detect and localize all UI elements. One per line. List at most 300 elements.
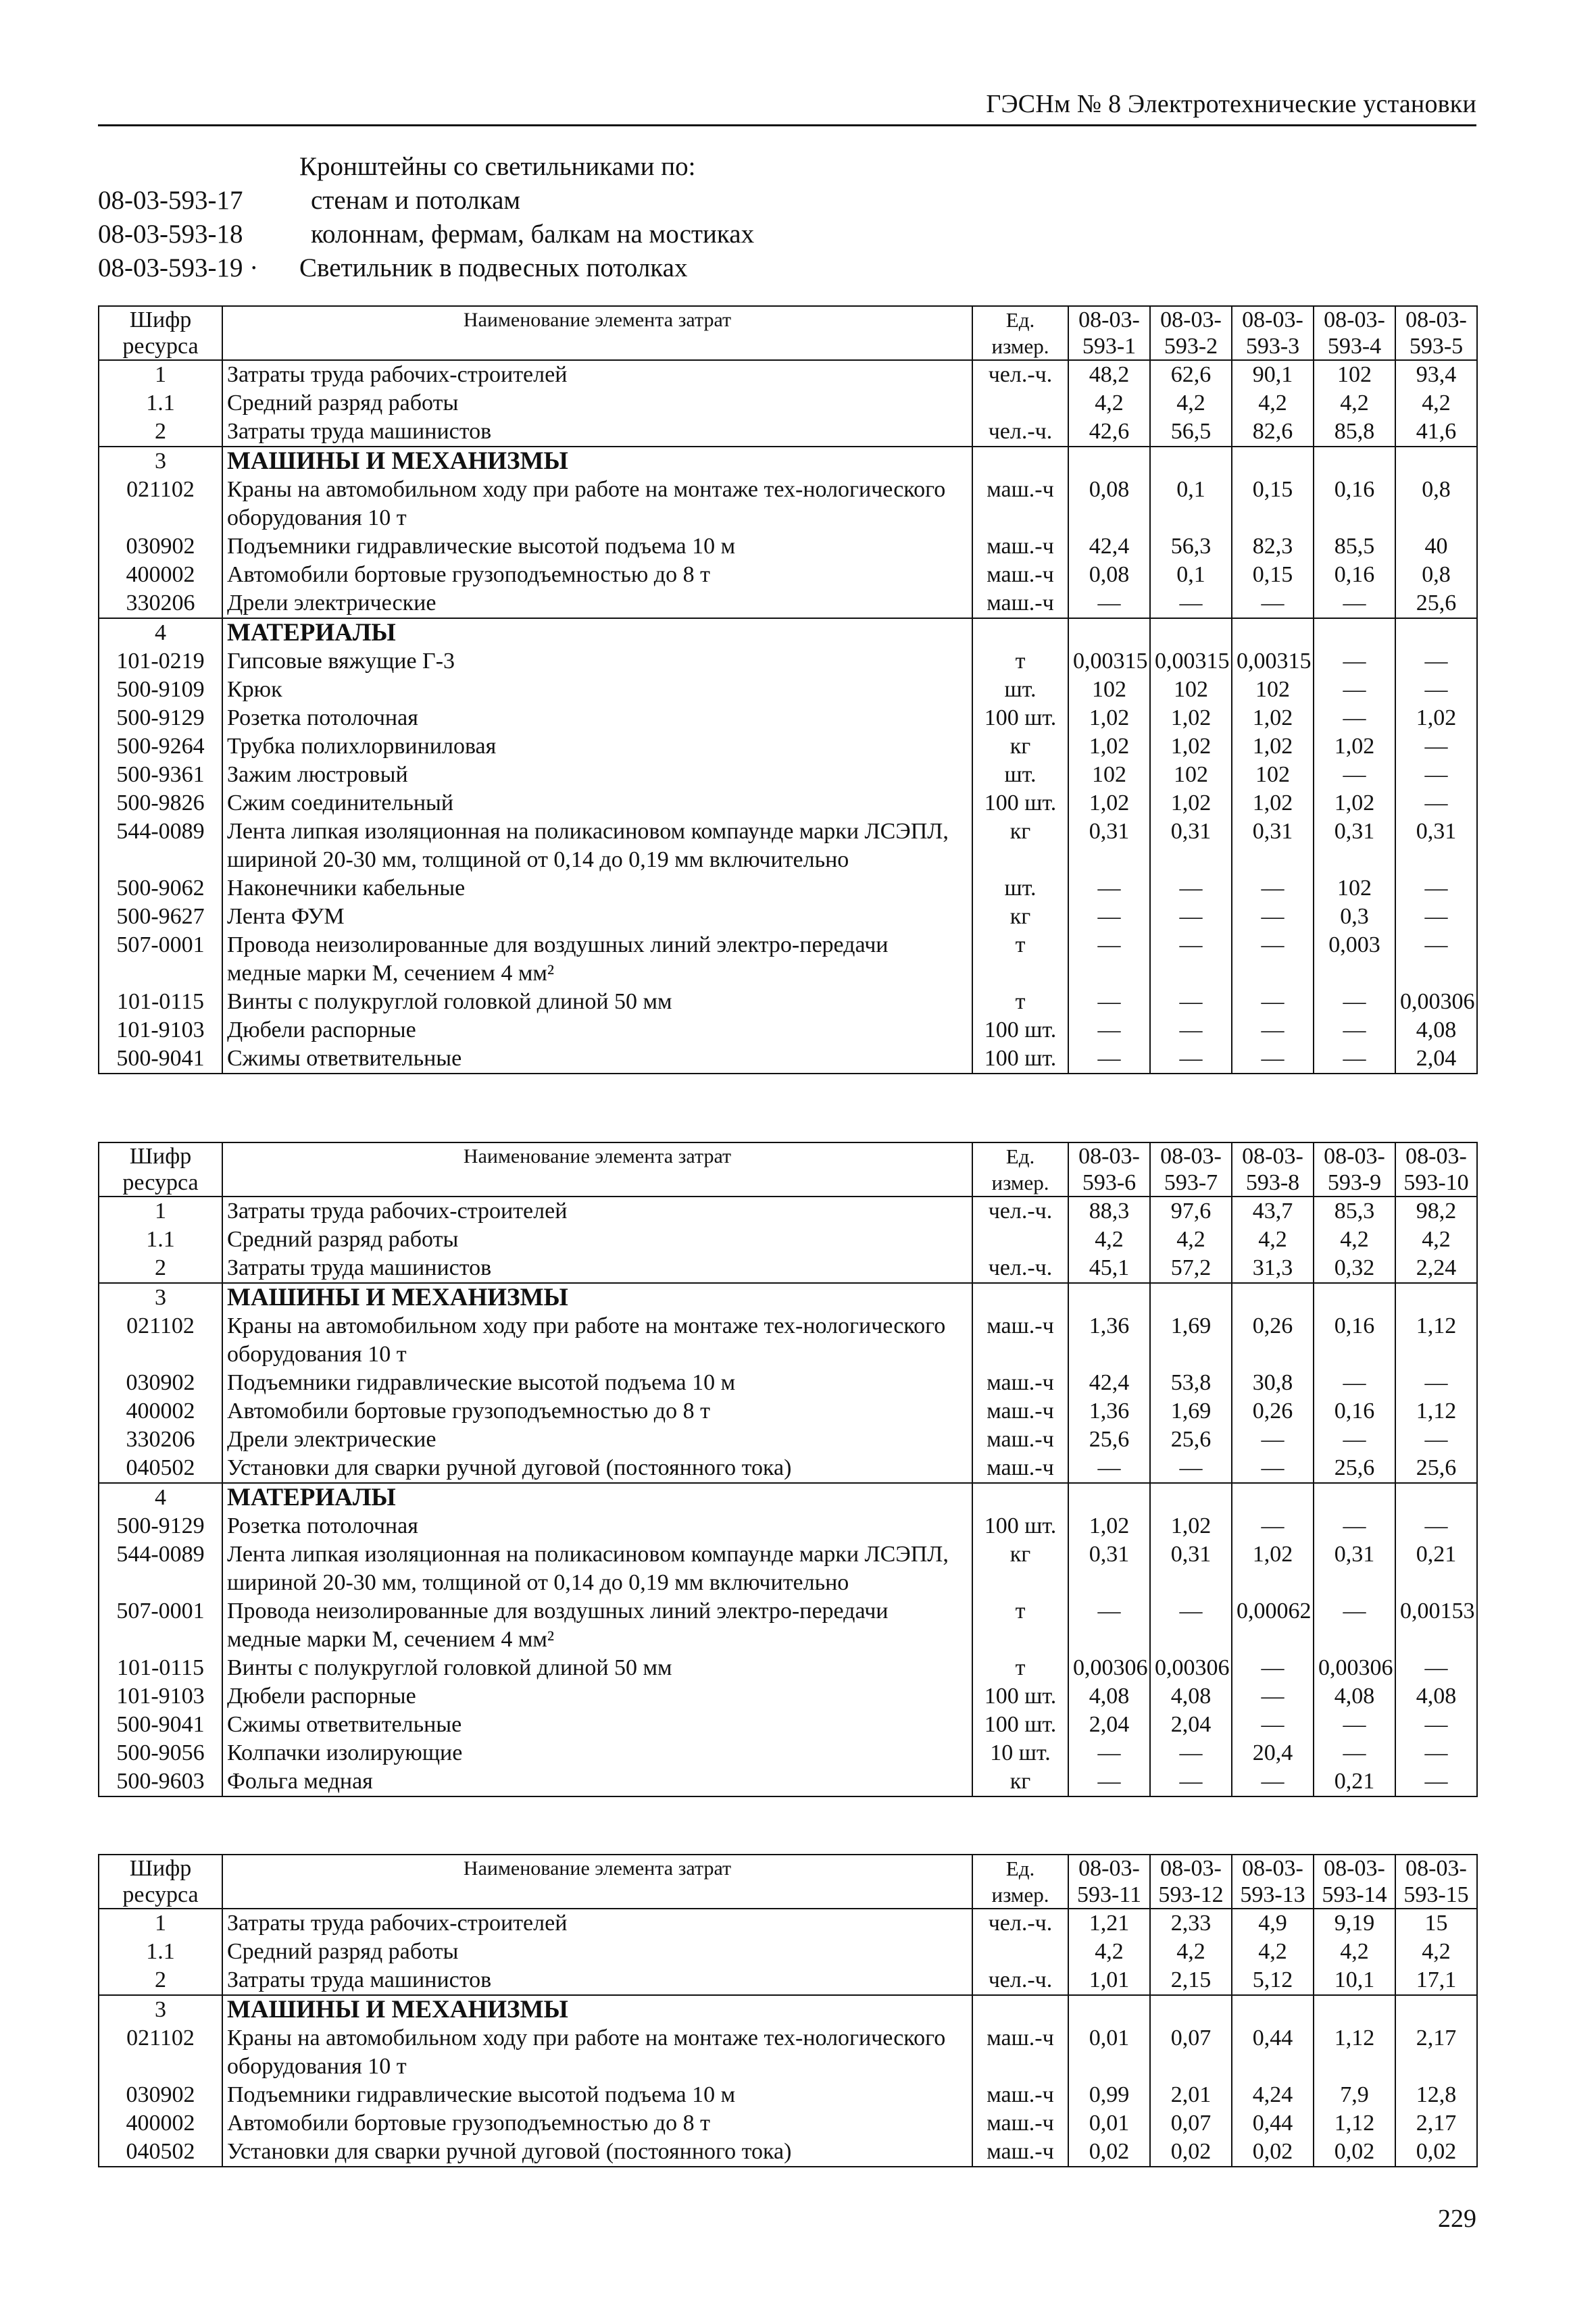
resource-code: 021102 <box>99 476 222 532</box>
unit-cell: кг <box>972 818 1068 874</box>
unit-cell: 100 шт. <box>972 1711 1068 1739</box>
value-cell: 102 <box>1314 874 1395 903</box>
value-cell: 1,02 <box>1232 732 1314 761</box>
cost-element-name: Розетка потолочная <box>222 1512 972 1540</box>
value-cell: 2,04 <box>1150 1711 1232 1739</box>
resource-code: 330206 <box>99 589 222 618</box>
value-cell: — <box>1314 1426 1395 1454</box>
intro-text: стенам и потолкам <box>311 186 521 215</box>
unit-cell: 100 шт. <box>972 1045 1068 1074</box>
section-title: МАШИНЫ И МЕХАНИЗМЫ <box>222 1283 972 1312</box>
resource-code: 101-0219 <box>99 647 222 676</box>
value-cell: 0,99 <box>1068 2081 1150 2109</box>
header-unit: Ед. измер. <box>972 1142 1068 1197</box>
header-norm-code: 08-03-593-4 <box>1314 306 1395 360</box>
value-cell: — <box>1150 1739 1232 1767</box>
header-code: Шифр ресурса <box>99 1142 222 1197</box>
unit-cell <box>972 1995 1068 2024</box>
intro-code: 08-03-593-18 <box>98 220 243 249</box>
unit-cell: чел.-ч. <box>972 1197 1068 1226</box>
resource-code: 500-9361 <box>99 761 222 789</box>
section-row <box>99 1995 1477 2024</box>
table-row <box>99 532 1477 561</box>
value-cell: 85,3 <box>1314 1197 1395 1226</box>
value-cell: 30,8 <box>1232 1369 1314 1397</box>
value-cell: 1,36 <box>1068 1397 1150 1426</box>
table-row <box>99 704 1477 732</box>
value-cell: — <box>1150 1045 1232 1074</box>
cost-element-name: Дюбели распорные <box>222 1016 972 1045</box>
table-row <box>99 589 1477 618</box>
value-cell: 0,00315 <box>1150 647 1232 676</box>
value-cell: — <box>1232 931 1314 988</box>
value-cell: 4,2 <box>1395 389 1477 418</box>
page-number: 229 <box>1438 2205 1476 2233</box>
value-cell: 42,4 <box>1068 1369 1150 1397</box>
value-cell <box>1150 1995 1232 2024</box>
table-row <box>99 1682 1477 1711</box>
value-cell: — <box>1395 1426 1477 1454</box>
value-cell: 4,2 <box>1232 1226 1314 1254</box>
header-norm-code: 08-03-593-15 <box>1395 1855 1477 1909</box>
value-cell: — <box>1395 1654 1477 1682</box>
cost-element-name: Затраты труда машинистов <box>222 418 972 447</box>
value-cell: — <box>1232 589 1314 618</box>
header-norm-code: 08-03-593-7 <box>1150 1142 1232 1197</box>
table-row <box>99 1226 1477 1254</box>
unit-cell: маш.-ч <box>972 476 1068 532</box>
cost-element-name: Провода неизолированные для воздушных линий электро-передачи медные марки М, сечением 4 мм² <box>222 931 972 988</box>
resource-code: 500-9627 <box>99 903 222 931</box>
value-cell: 40 <box>1395 532 1477 561</box>
table-row <box>99 818 1477 874</box>
table-row <box>99 874 1477 903</box>
unit-cell: кг <box>972 732 1068 761</box>
value-cell: 1,02 <box>1314 732 1395 761</box>
value-cell: 4,08 <box>1150 1682 1232 1711</box>
resource-code: 330206 <box>99 1426 222 1454</box>
unit-cell: шт. <box>972 761 1068 789</box>
unit-cell: кг <box>972 903 1068 931</box>
value-cell <box>1395 1483 1477 1512</box>
value-cell: 0,00153 <box>1395 1597 1477 1654</box>
resource-code: 101-0115 <box>99 1654 222 1682</box>
unit-cell: 100 шт. <box>972 1682 1068 1711</box>
table-row <box>99 2109 1477 2138</box>
table-row <box>99 1938 1477 1966</box>
value-cell <box>1314 1995 1395 2024</box>
section-row <box>99 1283 1477 1312</box>
norms-table-3 <box>98 1854 1478 2167</box>
table-row <box>99 1369 1477 1397</box>
value-cell: 2,15 <box>1150 1966 1232 1995</box>
table-row <box>99 1512 1477 1540</box>
resource-code: 3 <box>99 1995 222 2024</box>
resource-code: 101-9103 <box>99 1016 222 1045</box>
value-cell: 1,02 <box>1314 789 1395 818</box>
cost-element-name: Средний разряд работы <box>222 1938 972 1966</box>
value-cell: 12,8 <box>1395 2081 1477 2109</box>
value-cell: — <box>1232 1426 1314 1454</box>
value-cell: 1,02 <box>1232 704 1314 732</box>
table-row <box>99 1045 1477 1074</box>
header-norm-code: 08-03-593-8 <box>1232 1142 1314 1197</box>
table-row <box>99 476 1477 532</box>
unit-cell <box>972 1283 1068 1312</box>
value-cell: 0,31 <box>1068 1540 1150 1597</box>
cost-element-name: Установки для сварки ручной дуговой (постоянного тока) <box>222 1454 972 1483</box>
resource-code: 030902 <box>99 1369 222 1397</box>
value-cell: 85,5 <box>1314 532 1395 561</box>
value-cell <box>1395 1283 1477 1312</box>
value-cell <box>1232 618 1314 647</box>
value-cell: 0,1 <box>1150 476 1232 532</box>
value-cell <box>1395 1995 1477 2024</box>
value-cell: 1,36 <box>1068 1312 1150 1369</box>
value-cell: 1,12 <box>1314 2109 1395 2138</box>
value-cell: — <box>1395 1767 1477 1796</box>
value-cell: 0,44 <box>1232 2109 1314 2138</box>
unit-cell: маш.-ч <box>972 561 1068 589</box>
value-cell: — <box>1314 704 1395 732</box>
cost-element-name: Сжимы ответвительные <box>222 1045 972 1074</box>
unit-cell: 10 шт. <box>972 1739 1068 1767</box>
header-row <box>99 1142 1477 1197</box>
header-name: Наименование элемента затрат <box>222 1142 972 1197</box>
value-cell: 1,02 <box>1068 789 1150 818</box>
value-cell: 0,00306 <box>1150 1654 1232 1682</box>
cost-element-name: Гипсовые вяжущие Г-3 <box>222 647 972 676</box>
value-cell: 1,02 <box>1150 789 1232 818</box>
value-cell <box>1150 1483 1232 1512</box>
value-cell: — <box>1395 874 1477 903</box>
cost-element-name: Провода неизолированные для воздушных линий электро-передачи медные марки М, сечением 4 мм² <box>222 1597 972 1654</box>
value-cell: 90,1 <box>1232 360 1314 389</box>
value-cell: 4,2 <box>1068 389 1150 418</box>
resource-code: 101-9103 <box>99 1682 222 1711</box>
value-cell: — <box>1232 1711 1314 1739</box>
value-cell <box>1314 618 1395 647</box>
value-cell: — <box>1232 1016 1314 1045</box>
value-cell: 0,31 <box>1232 818 1314 874</box>
unit-cell <box>972 1938 1068 1966</box>
value-cell: 0,02 <box>1150 2138 1232 2167</box>
value-cell <box>1232 1483 1314 1512</box>
resource-code: 040502 <box>99 1454 222 1483</box>
value-cell: — <box>1232 1045 1314 1074</box>
value-cell: — <box>1068 1597 1150 1654</box>
value-cell: — <box>1150 903 1232 931</box>
cost-element-name: Автомобили бортовые грузоподъемностью до 8 т <box>222 561 972 589</box>
unit-cell: 100 шт. <box>972 1512 1068 1540</box>
value-cell: 0,01 <box>1068 2024 1150 2081</box>
value-cell: 4,2 <box>1314 1226 1395 1254</box>
cost-element-name: Установки для сварки ручной дуговой (постоянного тока) <box>222 2138 972 2167</box>
table-row <box>99 2138 1477 2167</box>
cost-element-name: Лента ФУМ <box>222 903 972 931</box>
value-cell: 41,6 <box>1395 418 1477 447</box>
value-cell: 0,08 <box>1068 476 1150 532</box>
table-row <box>99 1966 1477 1995</box>
value-cell <box>1150 618 1232 647</box>
cost-element-name: Винты с полукруглой головкой длиной 50 мм <box>222 1654 972 1682</box>
value-cell: 102 <box>1068 676 1150 704</box>
value-cell: — <box>1395 1369 1477 1397</box>
table-row <box>99 2081 1477 2109</box>
value-cell <box>1314 1283 1395 1312</box>
value-cell <box>1314 447 1395 476</box>
table-row <box>99 561 1477 589</box>
value-cell: 2,04 <box>1395 1045 1477 1074</box>
value-cell: 7,9 <box>1314 2081 1395 2109</box>
unit-cell <box>972 389 1068 418</box>
unit-cell: шт. <box>972 676 1068 704</box>
unit-cell: маш.-ч <box>972 2138 1068 2167</box>
table-row <box>99 1540 1477 1597</box>
value-cell: — <box>1314 988 1395 1016</box>
cost-element-name: Зажим люстровый <box>222 761 972 789</box>
value-cell: — <box>1068 1767 1150 1796</box>
value-cell: 56,3 <box>1150 532 1232 561</box>
cost-element-name: Дрели электрические <box>222 1426 972 1454</box>
resource-code: 500-9062 <box>99 874 222 903</box>
value-cell: 25,6 <box>1395 1454 1477 1483</box>
value-cell: — <box>1232 1654 1314 1682</box>
value-cell: — <box>1150 1454 1232 1483</box>
value-cell: 1,02 <box>1150 1512 1232 1540</box>
header-row <box>99 306 1477 360</box>
unit-cell: чел.-ч. <box>972 360 1068 389</box>
value-cell <box>1068 447 1150 476</box>
value-cell: 0,003 <box>1314 931 1395 988</box>
section-title: МАШИНЫ И МЕХАНИЗМЫ <box>222 447 972 476</box>
value-cell: — <box>1232 1682 1314 1711</box>
value-cell: 0,01 <box>1068 2109 1150 2138</box>
resource-code: 400002 <box>99 2109 222 2138</box>
value-cell: — <box>1068 874 1150 903</box>
value-cell: 4,2 <box>1395 1226 1477 1254</box>
value-cell: 2,04 <box>1068 1711 1150 1739</box>
value-cell: 4,08 <box>1068 1682 1150 1711</box>
value-cell: — <box>1314 676 1395 704</box>
unit-cell: чел.-ч. <box>972 418 1068 447</box>
value-cell: 102 <box>1232 761 1314 789</box>
section-row <box>99 447 1477 476</box>
value-cell: — <box>1314 1016 1395 1045</box>
resource-code: 500-9109 <box>99 676 222 704</box>
cost-element-name: Подъемники гидравлические высотой подъема 10 м <box>222 2081 972 2109</box>
resource-code: 101-0115 <box>99 988 222 1016</box>
value-cell: 0,31 <box>1314 818 1395 874</box>
value-cell: 1,69 <box>1150 1312 1232 1369</box>
resource-code: 021102 <box>99 2024 222 2081</box>
value-cell: 1,02 <box>1232 789 1314 818</box>
header-name: Наименование элемента затрат <box>222 1855 972 1909</box>
value-cell: — <box>1395 789 1477 818</box>
value-cell: — <box>1150 1597 1232 1654</box>
value-cell: 0,3 <box>1314 903 1395 931</box>
value-cell: — <box>1395 1711 1477 1739</box>
value-cell: — <box>1314 1597 1395 1654</box>
value-cell: 2,33 <box>1150 1909 1232 1938</box>
value-cell: 17,1 <box>1395 1966 1477 1995</box>
value-cell: 2,24 <box>1395 1254 1477 1283</box>
value-cell: 4,2 <box>1150 1226 1232 1254</box>
value-cell: 31,3 <box>1232 1254 1314 1283</box>
value-cell <box>1068 618 1150 647</box>
value-cell: 0,21 <box>1395 1540 1477 1597</box>
value-cell: — <box>1314 1045 1395 1074</box>
cost-element-name: Подъемники гидравлические высотой подъема 10 м <box>222 1369 972 1397</box>
unit-cell: чел.-ч. <box>972 1966 1068 1995</box>
table-row <box>99 1426 1477 1454</box>
unit-cell: маш.-ч <box>972 532 1068 561</box>
unit-cell: т <box>972 647 1068 676</box>
value-cell: 0,31 <box>1395 818 1477 874</box>
header-norm-code: 08-03-593-6 <box>1068 1142 1150 1197</box>
value-cell: 0,07 <box>1150 2109 1232 2138</box>
value-cell: 25,6 <box>1314 1454 1395 1483</box>
value-cell: — <box>1395 931 1477 988</box>
value-cell: 1,12 <box>1314 2024 1395 2081</box>
section-row <box>99 618 1477 647</box>
table-row <box>99 1397 1477 1426</box>
header-norm-code: 08-03-593-1 <box>1068 306 1150 360</box>
table-row <box>99 1767 1477 1796</box>
resource-code: 2 <box>99 1254 222 1283</box>
value-cell: 0,32 <box>1314 1254 1395 1283</box>
cost-element-name: Розетка потолочная <box>222 704 972 732</box>
value-cell: — <box>1232 1767 1314 1796</box>
table-row <box>99 1312 1477 1369</box>
value-cell: 1,02 <box>1232 1540 1314 1597</box>
cost-element-name: Винты с полукруглой головкой длиной 50 мм <box>222 988 972 1016</box>
table-row <box>99 1254 1477 1283</box>
table-row <box>99 903 1477 931</box>
unit-cell: 100 шт. <box>972 704 1068 732</box>
resource-code: 500-9056 <box>99 1739 222 1767</box>
cost-element-name: Средний разряд работы <box>222 1226 972 1254</box>
section-title: МАШИНЫ И МЕХАНИЗМЫ <box>222 1995 972 2024</box>
value-cell: 1,02 <box>1150 732 1232 761</box>
value-cell: — <box>1068 1016 1150 1045</box>
value-cell: 0,16 <box>1314 1312 1395 1369</box>
cost-element-name: Затраты труда рабочих-строителей <box>222 1909 972 1938</box>
value-cell: 2,17 <box>1395 2109 1477 2138</box>
header-norm-code: 08-03-593-11 <box>1068 1855 1150 1909</box>
cost-element-name: Лента липкая изоляционная на поликасиновом компаунде марки ЛСЭПЛ, шириной 20-30 мм, толщиной от 0,14 до 0,19 мм включительно <box>222 1540 972 1597</box>
value-cell: 20,4 <box>1232 1739 1314 1767</box>
unit-cell: кг <box>972 1767 1068 1796</box>
value-cell: 25,6 <box>1068 1426 1150 1454</box>
value-cell: 4,2 <box>1068 1938 1150 1966</box>
resource-code: 507-0001 <box>99 931 222 988</box>
value-cell: 0,44 <box>1232 2024 1314 2081</box>
value-cell: 82,6 <box>1232 418 1314 447</box>
value-cell: 1,12 <box>1395 1312 1477 1369</box>
table-row <box>99 2024 1477 2081</box>
resource-code: 500-9264 <box>99 732 222 761</box>
cost-element-name: Фольга медная <box>222 1767 972 1796</box>
unit-cell: чел.-ч. <box>972 1254 1068 1283</box>
value-cell: 4,2 <box>1395 1938 1477 1966</box>
value-cell: 1,02 <box>1068 704 1150 732</box>
value-cell: — <box>1395 732 1477 761</box>
resource-code: 500-9826 <box>99 789 222 818</box>
value-cell: 4,08 <box>1314 1682 1395 1711</box>
value-cell: 5,12 <box>1232 1966 1314 1995</box>
header-code: Шифр ресурса <box>99 1855 222 1909</box>
value-cell: 4,2 <box>1150 1938 1232 1966</box>
unit-cell: маш.-ч <box>972 589 1068 618</box>
value-cell: 0,16 <box>1314 476 1395 532</box>
value-cell: 0,31 <box>1150 1540 1232 1597</box>
resource-code: 4 <box>99 618 222 647</box>
unit-cell: маш.-ч <box>972 2109 1068 2138</box>
resource-code: 1.1 <box>99 1226 222 1254</box>
value-cell: 53,8 <box>1150 1369 1232 1397</box>
value-cell: 57,2 <box>1150 1254 1232 1283</box>
value-cell: 98,2 <box>1395 1197 1477 1226</box>
value-cell: 4,24 <box>1232 2081 1314 2109</box>
value-cell: — <box>1068 1454 1150 1483</box>
value-cell: — <box>1232 1512 1314 1540</box>
value-cell <box>1395 447 1477 476</box>
cost-element-name: Лента липкая изоляционная на поликасиновом компаунде марки ЛСЭПЛ, шириной 20-30 мм, толщиной от 0,14 до 0,19 мм включительно <box>222 818 972 874</box>
value-cell: 0,26 <box>1232 1312 1314 1369</box>
intro-text: колоннам, фермам, балкам на мостиках <box>311 220 755 249</box>
unit-cell: маш.-ч <box>972 1454 1068 1483</box>
header-norm-code: 08-03-593-14 <box>1314 1855 1395 1909</box>
resource-code: 507-0001 <box>99 1597 222 1654</box>
page-header: ГЭСНм № 8 Электротехнические установки <box>986 90 1476 118</box>
header-norm-code: 08-03-593-12 <box>1150 1855 1232 1909</box>
unit-cell: маш.-ч <box>972 2024 1068 2081</box>
norms-table-2 <box>98 1142 1478 1797</box>
value-cell: 0,21 <box>1314 1767 1395 1796</box>
value-cell: — <box>1395 903 1477 931</box>
value-cell: 1,02 <box>1068 1512 1150 1540</box>
value-cell: 88,3 <box>1068 1197 1150 1226</box>
value-cell: 0,02 <box>1314 2138 1395 2167</box>
resource-code: 1 <box>99 1909 222 1938</box>
value-cell: — <box>1150 874 1232 903</box>
table-row <box>99 1711 1477 1739</box>
header-unit: Ед. измер. <box>972 306 1068 360</box>
resource-code: 400002 <box>99 1397 222 1426</box>
table-row <box>99 931 1477 988</box>
unit-cell <box>972 1226 1068 1254</box>
value-cell: 0,31 <box>1150 818 1232 874</box>
resource-code: 1.1 <box>99 389 222 418</box>
value-cell: — <box>1150 1767 1232 1796</box>
resource-code: 3 <box>99 1283 222 1312</box>
cost-element-name: Автомобили бортовые грузоподъемностью до 8 т <box>222 1397 972 1426</box>
value-cell <box>1068 1283 1150 1312</box>
unit-cell: маш.-ч <box>972 2081 1068 2109</box>
value-cell: — <box>1150 589 1232 618</box>
value-cell: 4,2 <box>1314 389 1395 418</box>
value-cell: 85,8 <box>1314 418 1395 447</box>
value-cell: 42,4 <box>1068 532 1150 561</box>
cost-element-name: Дрели электрические <box>222 589 972 618</box>
unit-cell <box>972 1483 1068 1512</box>
table-row <box>99 647 1477 676</box>
value-cell <box>1395 618 1477 647</box>
resource-code: 021102 <box>99 1312 222 1369</box>
value-cell: 45,1 <box>1068 1254 1150 1283</box>
header-norm-code: 08-03-593-10 <box>1395 1142 1477 1197</box>
